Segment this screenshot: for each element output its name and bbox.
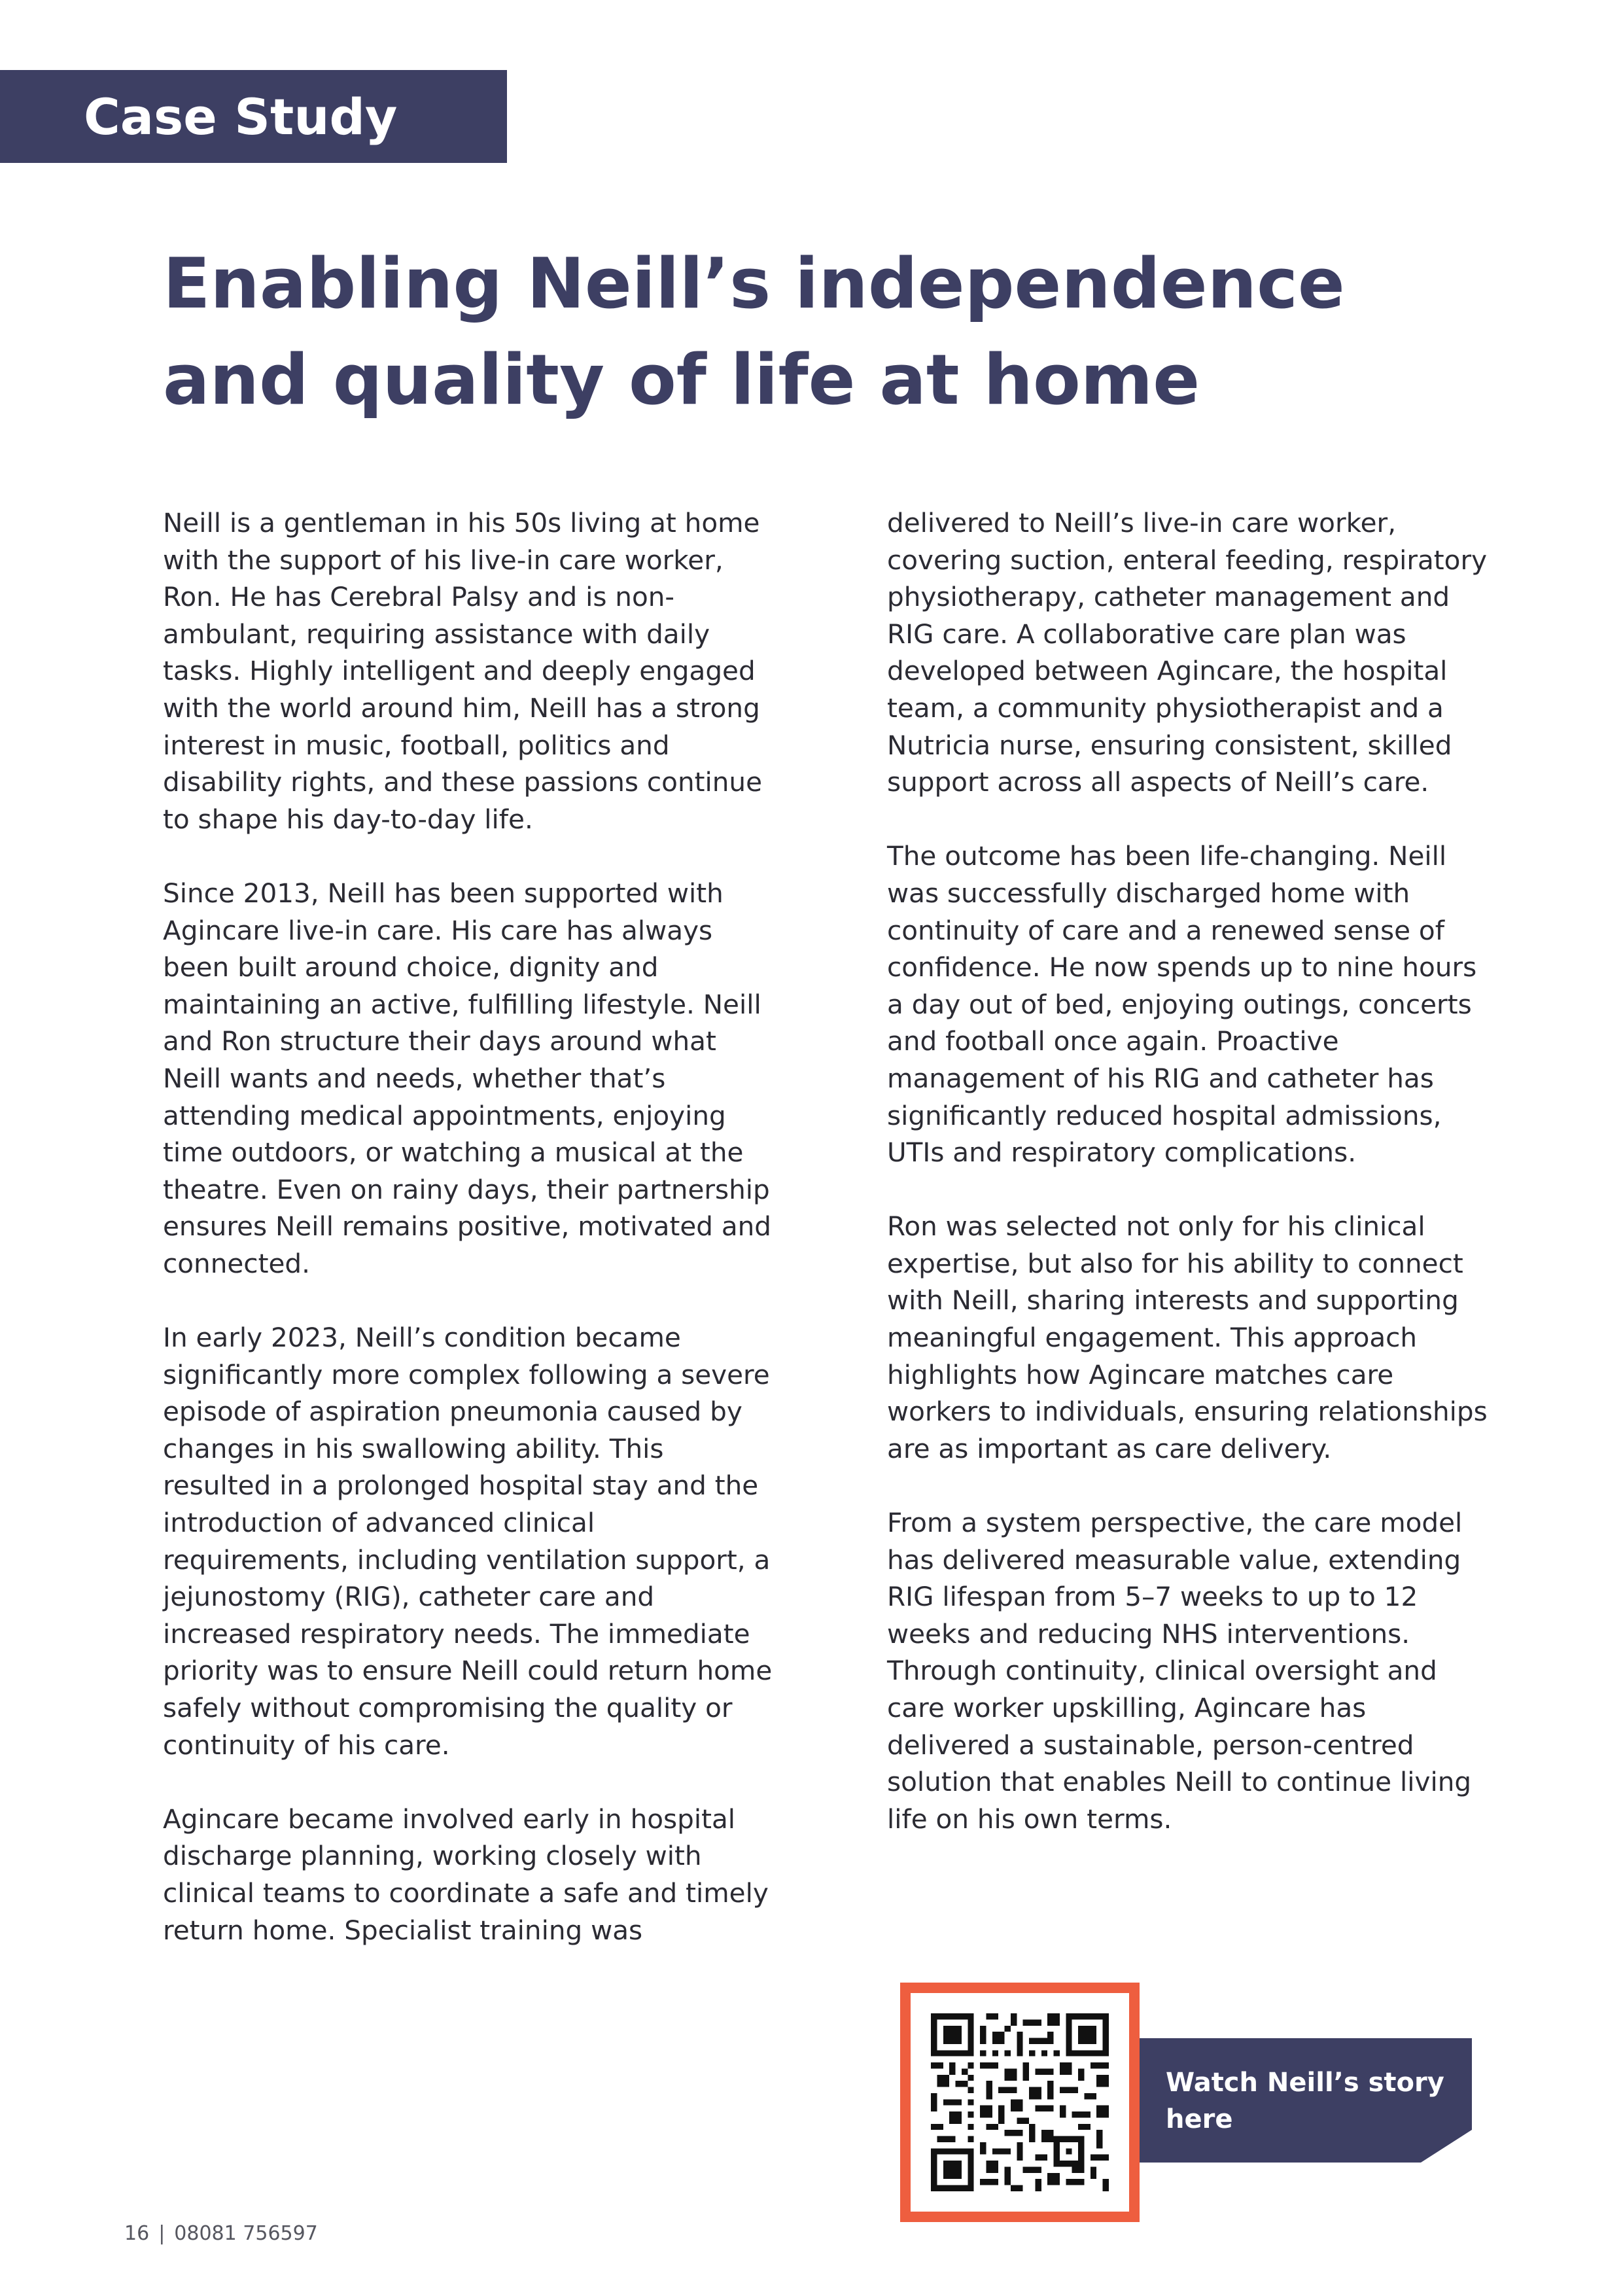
footer-separator: | (158, 2222, 166, 2245)
phone-number: 08081 756597 (174, 2222, 318, 2245)
paragraph: Neill is a gentleman in his 50s living at home with the support of his live-in care worker, Ron. He has Cerebral Palsy and is non-ambulant, requiring assistance with daily tasks. Highly intelligent and deeply engaged with the world around him, Neill has a strong interest in music, football, politics and disability rights, and these passions continue to shape his day-to-day life. (163, 507, 762, 835)
paragraph: The outcome has been life-changing. Neill was successfully discharged home with continuity of care and a renewed sense of confidence. He now spends up to nine hours a day out of bed, enjoying outings, concerts and football once again. Proactive management of his RIG and catheter has significantly reduced hospital admissions, UTIs and respiratory complications. (887, 840, 1477, 1169)
section-banner (0, 70, 507, 163)
section-label: Case Study (84, 87, 398, 146)
qr-code-icon[interactable] (931, 2013, 1109, 2191)
left-column (163, 504, 778, 1986)
qr-code-frame[interactable] (900, 1983, 1140, 2222)
page-title-line-2: and quality of life at home (163, 340, 1200, 420)
right-column (887, 504, 1489, 1875)
watch-story-link[interactable] (1166, 2064, 1460, 2138)
watch-story-line-1: Watch Neill’s story (1166, 2068, 1444, 2098)
footer (124, 2222, 318, 2245)
paragraph: Ron was selected not only for his clinical expertise, but also for his ability to connect with Neill, sharing interests and supporting meaningful engagement. This approach highlights how Agincare matches care workers to individuals, ensuring relationships are as important as care delivery. (887, 1210, 1488, 1464)
paragraph: Since 2013, Neill has been supported with Agincare live-in care. His care has always been built around choice, dignity and maintaining an active, fulfilling lifestyle. Neill and Ron structure their days around what Neill wants and needs, whether that’s attending medical appointments, enjoying time outdoors, or watching a musical at the theatre. Even on rainy days, their partnership ensures Neill remains positive, motivated and connected. (163, 877, 772, 1279)
paragraph: In early 2023, Neill’s condition became significantly more complex following a severe episode of aspiration pneumonia caused by changes in his swallowing ability. This resulted in a prolonged hospital stay and the introduction of advanced clinical requirements, including ventilation support, a jejunostomy (RIG), catheter care and increased respiratory needs. The immediate priority was to ensure Neill could return home safely without compromising the quality or continuity of his care. (163, 1322, 773, 1761)
paragraph: From a system perspective, the care model has delivered measurable value, extending RIG lifespan from 5–7 weeks to up to 12 weeks and reducing NHS interventions. Through continuity, clinical oversight and care worker upskilling, Agincare has delivered a sustainable, person-centred solution that enables Neill to continue living life on his own terms. (887, 1507, 1472, 1835)
page-title (163, 236, 1406, 428)
paragraph: Agincare became involved early in hospital discharge planning, working closely with clinical teams to coordinate a safe and timely return home. Specialist training was (163, 1803, 769, 1946)
page-title-line-1: Enabling Neill’s independence (163, 243, 1345, 324)
page-number: 16 (124, 2222, 150, 2245)
watch-story-line-2: here (1166, 2104, 1233, 2134)
watch-story-callout[interactable] (1140, 2038, 1472, 2163)
paragraph: delivered to Neill’s live-in care worker, covering suction, enteral feeding, respiratory physiotherapy, catheter management and RIG care. A collaborative care plan was developed between Agincare, the hospital team, a community physiotherapist and a Nutricia nurse, ensuring consistent, skilled support across all aspects of Neill’s care. (887, 507, 1488, 798)
